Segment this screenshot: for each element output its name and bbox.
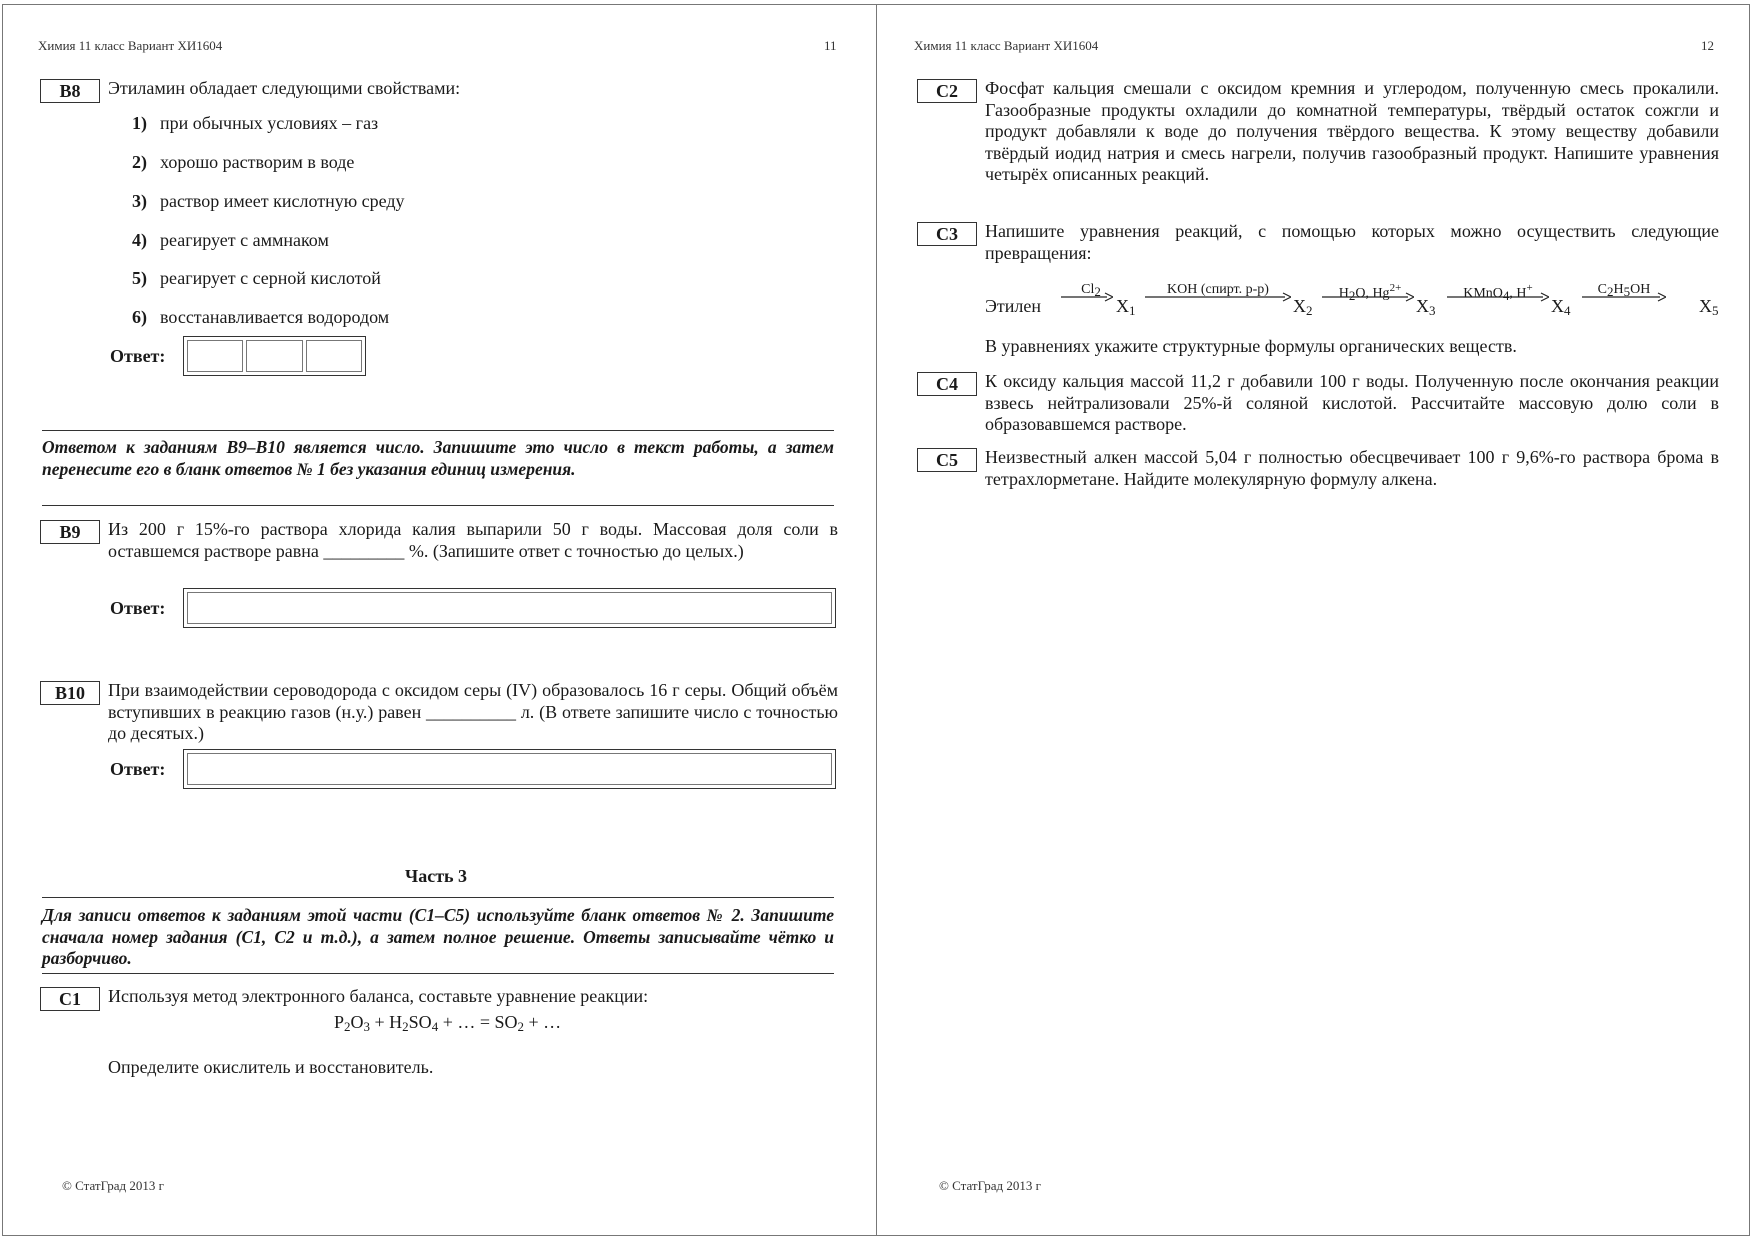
page-right [877,0,1754,1239]
task-b9-question: Из 200 г 15%-го раствора хлорида калия выпарили 50 г воды. Массовая доля соли в оставшемся растворе равна _________ %. (Запишите ответ с точностью до целых.) [108,519,838,561]
arrow-1 [1061,292,1113,302]
task-label-b8: B8 [40,79,100,103]
task-label-c3: C3 [917,222,977,246]
option-1: 1) при обычных условиях – газ [132,113,379,133]
task-label-b9: B9 [40,520,100,544]
answer-label-b10: Ответ: [110,759,166,779]
task-c1-followup: Определите окислитель и восстановитель. [108,1057,434,1077]
answer-field-b9[interactable] [183,588,836,628]
footer-copyright: © СтатГрад 2013 г [939,1178,1041,1193]
option-3: 3) раствор имеет кислотную среду [132,191,405,211]
arrow-5 [1582,292,1666,302]
footer-copyright: © СтатГрад 2013 г [62,1178,164,1193]
running-header: Химия 11 класс Вариант ХИ1604 [38,38,223,53]
c3-transformation-scheme [985,260,1725,320]
scheme-x1: $X_1$ [1116,296,1136,318]
running-header: Химия 11 класс Вариант ХИ1604 [914,38,1099,53]
arrow-2 [1145,292,1291,302]
task-c4-question: К оксиду кальция массой 11,2 г добавили 100 г воды. Полученную после окончания реакции взвесь нейтрализовали 25%-й соляной кислотой. Рассчитайте массовую долю соли в образовавшемся растворе. [985,371,1719,434]
answer-field-b10[interactable] [183,749,836,789]
task-b10-question: При взаимодействии сероводорода с оксидом серы (IV) образовалось 16 г серы. Общий объём вступивших в реакцию газов (н.у.) равен __________ л. (В ответе запишите число с точностью до десятых.) [108,680,838,743]
option-4: 4) реагирует с аммнаком [132,230,329,250]
page-number: 11 [824,38,837,53]
task-label-b10: B10 [40,681,100,705]
task-label-c1: C1 [40,987,100,1011]
arrow-4 [1447,292,1549,302]
instruction-b9-b10: Ответом к заданиям В9–В10 является число. Запишите это число в текст работы, а затем перенесите его в бланк ответов № 1 без указания единиц измерения. [42,437,834,479]
task-label-c5: C5 [917,448,977,472]
option-2: 2) хорошо растворим в воде [132,152,355,172]
reagent-koh: KOH (спирт. р-р) [1167,282,1269,297]
scheme-x5: $X_5$ [1699,296,1719,318]
task-c2-question: Фосфат кальция смешали с оксидом кремния и углеродом, полученную смесь прокалили. Газообразные продукты охладили до комнатной температуры, твёрдый остаток сожгли и продукт добавляли к воде до получения твёрдого вещества. К этому веществу добавили твёрдый иодид натрия и смесь нагрели, получив газообразный продукт. Напишите уравнения четырёх описанных реакций. [985,78,1719,184]
answer-cells-b8[interactable] [183,336,366,376]
reagent-cl2: $Cl_2$ [1081,282,1101,299]
instruction-part3: Для записи ответов к заданиям этой части (С1–С5) используйте бланк ответов № 2. Запишите сначала номер задания (С1, С2 и т.д.), а затем полное решение. Ответы записывайте чётко и разборчиво. [42,905,834,968]
task-label-c2: C2 [917,79,977,103]
scheme-start: Этилен [985,296,1041,316]
rule [42,897,834,898]
answer-cell[interactable] [187,340,243,372]
answer-cell[interactable] [306,340,362,372]
reagent-kmno4: KMnO$_4$, H+ [1463,282,1533,303]
answer-label-b8: Ответ: [110,346,166,366]
rule [42,973,834,974]
task-b8-question: Этиламин обладает следующими свойствами: [108,78,461,98]
scheme-x3: $X_3$ [1416,296,1436,318]
page-number: 12 [1701,38,1714,53]
option-5: 5) реагирует с серной кислотой [132,268,381,288]
c1-equation: $P_2O_3 + H_2SO_4$ + … = $SO_2$ + … [334,1012,562,1034]
task-label-c4: C4 [917,372,977,396]
task-c5-question: Неизвестный алкен массой 5,04 г полностью обесцвечивает 100 г 9,6%-го раствора брома в тетрахлорметане. Найдите молекулярную формулу алкена. [985,447,1719,489]
rule [42,430,834,431]
arrow-3 [1322,292,1414,302]
reagent-h2o-hg: $H_2O$, $Hg^{2+}$ [1338,282,1402,303]
answer-cell[interactable] [246,340,302,372]
reagent-ethanol: $C_2H_5OH$ [1597,282,1651,299]
task-c3-question: Напишите уравнения реакций, с помощью которых можно осуществить следующие превращения: [985,221,1719,263]
rule [42,505,834,506]
scheme-x2: $X_2$ [1293,296,1313,318]
option-6: 6) восстанавливается водородом [132,307,390,327]
task-c3-note: В уравнениях укажите структурные формулы органических веществ. [985,336,1517,356]
scheme-x4: $X_4$ [1551,296,1571,318]
part3-title: Часть 3 [405,866,468,886]
answer-label-b9: Ответ: [110,598,166,618]
task-c1-question: Используя метод электронного баланса, составьте уравнение реакции: [108,986,649,1006]
